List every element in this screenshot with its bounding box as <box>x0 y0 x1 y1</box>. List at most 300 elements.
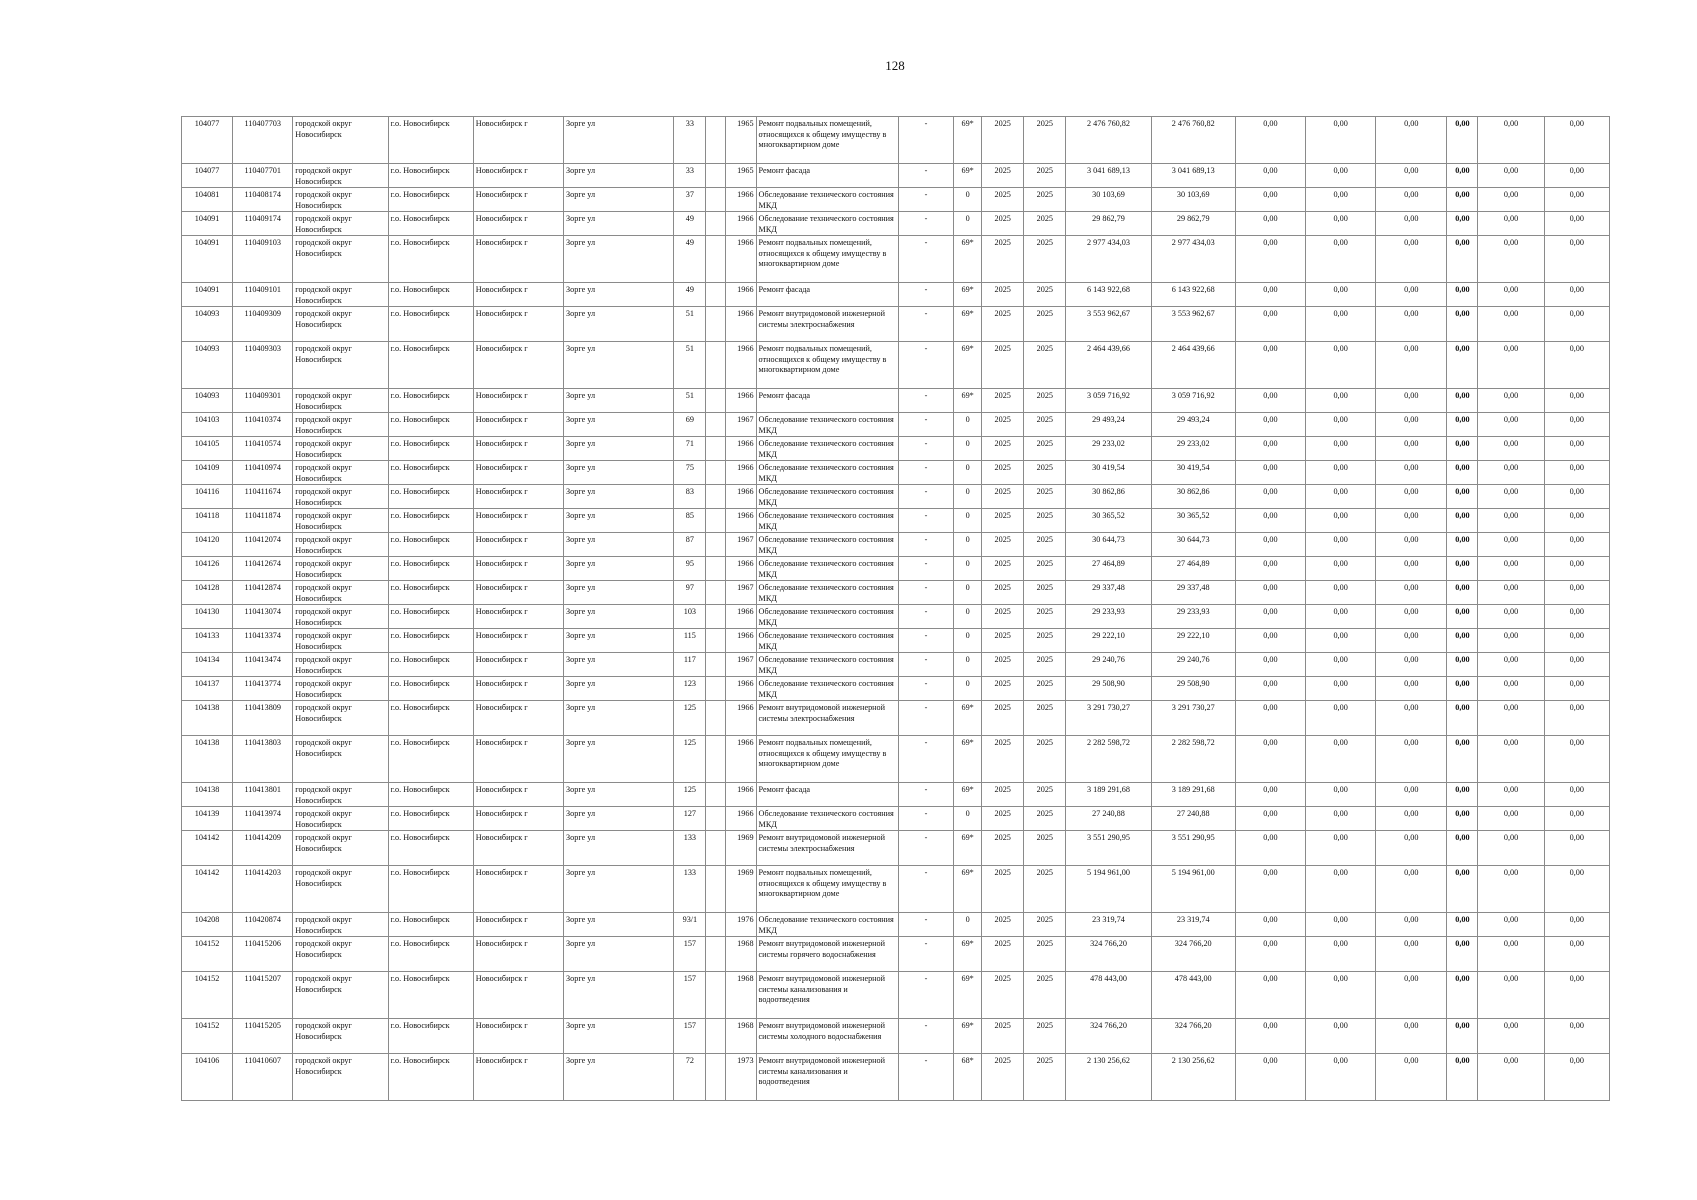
cell-zero: 0,00 <box>1235 807 1305 831</box>
cell-year-start: 2025 <box>982 937 1024 972</box>
cell-municipality: городской округ Новосибирск <box>293 807 388 831</box>
cell-built-year: 1966 <box>726 701 756 736</box>
cell-zero: 0,00 <box>1376 533 1447 557</box>
cell-work-type: Ремонт внутридомовой инженерной системы горячего водоснабжения <box>756 937 898 972</box>
cell-year-end: 2025 <box>1024 389 1066 413</box>
cell-norm: 0 <box>954 437 982 461</box>
cell-zero: 0,00 <box>1306 307 1376 342</box>
cell-zero: 0,00 <box>1235 117 1305 164</box>
cell-street: Зорге ул <box>564 581 674 605</box>
cell-house: 49 <box>674 212 706 236</box>
cell-street: Зорге ул <box>564 212 674 236</box>
cell-year-start: 2025 <box>982 283 1024 307</box>
cell-zero: 0,00 <box>1544 307 1609 342</box>
cell-zero: 0,00 <box>1447 736 1478 783</box>
cell-municipality: городской округ Новосибирск <box>293 913 388 937</box>
table-row <box>182 164 1610 188</box>
cell-id: 104130 <box>182 605 233 629</box>
cell-zero: 0,00 <box>1478 389 1544 413</box>
cell-work-type: Ремонт внутридомовой инженерной системы холодного водоснабжения <box>756 1019 898 1054</box>
cell-total: 30 644,73 <box>1066 533 1151 557</box>
cell-empty <box>706 937 726 972</box>
cell-zero: 0,00 <box>1447 188 1478 212</box>
cell-id: 104133 <box>182 629 233 653</box>
cell-empty <box>706 831 726 866</box>
cell-house: 133 <box>674 866 706 913</box>
cell-street: Зорге ул <box>564 236 674 283</box>
cell-settlement: г.о. Новосибирск <box>388 629 473 653</box>
cell-zero: 0,00 <box>1447 236 1478 283</box>
cell-id: 104138 <box>182 783 233 807</box>
cell-zero: 0,00 <box>1306 913 1376 937</box>
cell-house: 157 <box>674 937 706 972</box>
cell-zero: 0,00 <box>1544 164 1609 188</box>
cell-total: 2 464 439,66 <box>1066 342 1151 389</box>
cell-zero: 0,00 <box>1447 485 1478 509</box>
cell-year-start: 2025 <box>982 1054 1024 1101</box>
cell-locality: Новосибирск г <box>473 736 563 783</box>
cell-zero: 0,00 <box>1376 972 1447 1019</box>
cell-street: Зорге ул <box>564 307 674 342</box>
cell-code: 110415205 <box>233 1019 293 1054</box>
cell-empty <box>706 389 726 413</box>
cell-street: Зорге ул <box>564 677 674 701</box>
cell-municipality: городской округ Новосибирск <box>293 212 388 236</box>
cell-zero: 0,00 <box>1447 677 1478 701</box>
cell-year-start: 2025 <box>982 807 1024 831</box>
cell-built-year: 1966 <box>726 437 756 461</box>
cell-locality: Новосибирск г <box>473 342 563 389</box>
cell-house: 125 <box>674 783 706 807</box>
table-row <box>182 307 1610 342</box>
cell-code: 110415206 <box>233 937 293 972</box>
cell-zero: 0,00 <box>1544 389 1609 413</box>
cell-fund: 29 508,90 <box>1151 677 1235 701</box>
cell-year-start: 2025 <box>982 164 1024 188</box>
cell-municipality: городской округ Новосибирск <box>293 557 388 581</box>
cell-work-type: Обследование технического состояния МКД <box>756 188 898 212</box>
cell-settlement: г.о. Новосибирск <box>388 807 473 831</box>
cell-id: 104105 <box>182 437 233 461</box>
cell-zero: 0,00 <box>1306 972 1376 1019</box>
page-number: 128 <box>885 58 905 73</box>
cell-year-start: 2025 <box>982 653 1024 677</box>
cell-id: 104106 <box>182 1054 233 1101</box>
cell-house: 87 <box>674 533 706 557</box>
cell-zero: 0,00 <box>1447 413 1478 437</box>
cell-built-year: 1966 <box>726 307 756 342</box>
cell-fund: 30 419,54 <box>1151 461 1235 485</box>
cell-id: 104152 <box>182 937 233 972</box>
cell-built-year: 1973 <box>726 1054 756 1101</box>
cell-settlement: г.о. Новосибирск <box>388 1019 473 1054</box>
cell-locality: Новосибирск г <box>473 701 563 736</box>
cell-settlement: г.о. Новосибирск <box>388 212 473 236</box>
cell-street: Зорге ул <box>564 533 674 557</box>
cell-norm: 0 <box>954 413 982 437</box>
cell-year-start: 2025 <box>982 1019 1024 1054</box>
cell-norm: 0 <box>954 605 982 629</box>
cell-built-year: 1976 <box>726 913 756 937</box>
cell-street: Зорге ул <box>564 783 674 807</box>
table-row <box>182 236 1610 283</box>
cell-total: 2 130 256,62 <box>1066 1054 1151 1101</box>
cell-norm: 69* <box>954 866 982 913</box>
cell-id: 104142 <box>182 831 233 866</box>
cell-fund: 29 240,76 <box>1151 653 1235 677</box>
cell-norm: 0 <box>954 212 982 236</box>
cell-zero: 0,00 <box>1306 485 1376 509</box>
cell-id: 104093 <box>182 389 233 413</box>
cell-dash: - <box>898 509 953 533</box>
cell-work-type: Обследование технического состояния МКД <box>756 461 898 485</box>
table-row <box>182 701 1610 736</box>
cell-year-end: 2025 <box>1024 533 1066 557</box>
cell-work-type: Обследование технического состояния МКД <box>756 533 898 557</box>
cell-total: 3 059 716,92 <box>1066 389 1151 413</box>
cell-house: 33 <box>674 164 706 188</box>
cell-zero: 0,00 <box>1544 736 1609 783</box>
cell-street: Зорге ул <box>564 807 674 831</box>
cell-zero: 0,00 <box>1478 736 1544 783</box>
cell-year-start: 2025 <box>982 866 1024 913</box>
cell-municipality: городской округ Новосибирск <box>293 437 388 461</box>
cell-house: 51 <box>674 389 706 413</box>
cell-zero: 0,00 <box>1544 485 1609 509</box>
cell-locality: Новосибирск г <box>473 164 563 188</box>
cell-municipality: городской округ Новосибирск <box>293 866 388 913</box>
cell-total: 3 291 730,27 <box>1066 701 1151 736</box>
cell-year-end: 2025 <box>1024 117 1066 164</box>
cell-dash: - <box>898 236 953 283</box>
cell-norm: 69* <box>954 972 982 1019</box>
cell-zero: 0,00 <box>1235 1019 1305 1054</box>
cell-empty <box>706 677 726 701</box>
cell-settlement: г.о. Новосибирск <box>388 736 473 783</box>
table-row <box>182 342 1610 389</box>
cell-total: 3 189 291,68 <box>1066 783 1151 807</box>
cell-work-type: Обследование технического состояния МКД <box>756 677 898 701</box>
cell-dash: - <box>898 653 953 677</box>
cell-built-year: 1966 <box>726 236 756 283</box>
cell-built-year: 1966 <box>726 783 756 807</box>
cell-street: Зорге ул <box>564 389 674 413</box>
cell-fund: 324 766,20 <box>1151 937 1235 972</box>
cell-norm: 68* <box>954 1054 982 1101</box>
cell-zero: 0,00 <box>1235 283 1305 307</box>
cell-municipality: городской округ Новосибирск <box>293 164 388 188</box>
cell-zero: 0,00 <box>1478 283 1544 307</box>
cell-zero: 0,00 <box>1447 437 1478 461</box>
cell-street: Зорге ул <box>564 413 674 437</box>
cell-zero: 0,00 <box>1478 677 1544 701</box>
cell-zero: 0,00 <box>1544 701 1609 736</box>
cell-zero: 0,00 <box>1478 581 1544 605</box>
table-row <box>182 1019 1610 1054</box>
cell-total: 30 365,52 <box>1066 509 1151 533</box>
cell-zero: 0,00 <box>1447 605 1478 629</box>
cell-work-type: Ремонт подвальных помещений, относящихся к общему имуществу в многоквартирном доме <box>756 117 898 164</box>
table-row <box>182 1054 1610 1101</box>
cell-fund: 29 337,48 <box>1151 581 1235 605</box>
cell-year-end: 2025 <box>1024 1019 1066 1054</box>
cell-total: 29 233,93 <box>1066 605 1151 629</box>
cell-locality: Новосибирск г <box>473 188 563 212</box>
cell-zero: 0,00 <box>1306 557 1376 581</box>
cell-settlement: г.о. Новосибирск <box>388 581 473 605</box>
cell-dash: - <box>898 831 953 866</box>
cell-zero: 0,00 <box>1447 866 1478 913</box>
cell-dash: - <box>898 783 953 807</box>
cell-year-start: 2025 <box>982 605 1024 629</box>
cell-zero: 0,00 <box>1447 1054 1478 1101</box>
cell-municipality: городской округ Новосибирск <box>293 581 388 605</box>
cell-dash: - <box>898 533 953 557</box>
cell-house: 125 <box>674 701 706 736</box>
cell-fund: 2 464 439,66 <box>1151 342 1235 389</box>
cell-zero: 0,00 <box>1235 913 1305 937</box>
cell-zero: 0,00 <box>1235 653 1305 677</box>
cell-zero: 0,00 <box>1447 972 1478 1019</box>
cell-street: Зорге ул <box>564 913 674 937</box>
cell-year-start: 2025 <box>982 629 1024 653</box>
cell-norm: 69* <box>954 389 982 413</box>
cell-zero: 0,00 <box>1376 413 1447 437</box>
cell-locality: Новосибирск г <box>473 1054 563 1101</box>
cell-year-end: 2025 <box>1024 913 1066 937</box>
cell-built-year: 1966 <box>726 188 756 212</box>
cell-locality: Новосибирск г <box>473 413 563 437</box>
cell-zero: 0,00 <box>1306 1019 1376 1054</box>
cell-house: 127 <box>674 807 706 831</box>
cell-zero: 0,00 <box>1306 461 1376 485</box>
cell-dash: - <box>898 807 953 831</box>
cell-zero: 0,00 <box>1235 461 1305 485</box>
cell-dash: - <box>898 677 953 701</box>
cell-zero: 0,00 <box>1306 509 1376 533</box>
cell-zero: 0,00 <box>1235 485 1305 509</box>
cell-total: 29 508,90 <box>1066 677 1151 701</box>
cell-house: 37 <box>674 188 706 212</box>
cell-zero: 0,00 <box>1544 236 1609 283</box>
cell-zero: 0,00 <box>1306 677 1376 701</box>
cell-zero: 0,00 <box>1306 236 1376 283</box>
cell-house: 72 <box>674 1054 706 1101</box>
cell-fund: 29 862,79 <box>1151 212 1235 236</box>
cell-zero: 0,00 <box>1306 783 1376 807</box>
cell-locality: Новосибирск г <box>473 629 563 653</box>
cell-work-type: Ремонт фасада <box>756 283 898 307</box>
cell-norm: 0 <box>954 485 982 509</box>
cell-zero: 0,00 <box>1544 937 1609 972</box>
cell-built-year: 1968 <box>726 972 756 1019</box>
cell-zero: 0,00 <box>1376 307 1447 342</box>
cell-year-start: 2025 <box>982 677 1024 701</box>
cell-settlement: г.о. Новосибирск <box>388 913 473 937</box>
cell-empty <box>706 783 726 807</box>
cell-zero: 0,00 <box>1544 117 1609 164</box>
cell-zero: 0,00 <box>1235 677 1305 701</box>
table-body <box>182 117 1610 1101</box>
cell-zero: 0,00 <box>1544 913 1609 937</box>
cell-zero: 0,00 <box>1447 212 1478 236</box>
cell-fund: 3 291 730,27 <box>1151 701 1235 736</box>
cell-zero: 0,00 <box>1447 164 1478 188</box>
cell-year-start: 2025 <box>982 783 1024 807</box>
cell-municipality: городской округ Новосибирск <box>293 509 388 533</box>
cell-total: 29 862,79 <box>1066 212 1151 236</box>
cell-zero: 0,00 <box>1376 605 1447 629</box>
cell-zero: 0,00 <box>1447 461 1478 485</box>
cell-norm: 0 <box>954 653 982 677</box>
cell-municipality: городской округ Новосибирск <box>293 677 388 701</box>
cell-built-year: 1969 <box>726 866 756 913</box>
cell-empty <box>706 581 726 605</box>
cell-empty <box>706 307 726 342</box>
cell-code: 110409174 <box>233 212 293 236</box>
cell-zero: 0,00 <box>1306 581 1376 605</box>
cell-built-year: 1966 <box>726 342 756 389</box>
cell-fund: 2 977 434,03 <box>1151 236 1235 283</box>
cell-norm: 0 <box>954 807 982 831</box>
cell-zero: 0,00 <box>1306 389 1376 413</box>
cell-built-year: 1966 <box>726 605 756 629</box>
cell-id: 104103 <box>182 413 233 437</box>
cell-locality: Новосибирск г <box>473 1019 563 1054</box>
cell-built-year: 1966 <box>726 629 756 653</box>
cell-zero: 0,00 <box>1376 461 1447 485</box>
cell-settlement: г.о. Новосибирск <box>388 509 473 533</box>
cell-municipality: городской округ Новосибирск <box>293 1054 388 1101</box>
cell-zero: 0,00 <box>1447 629 1478 653</box>
cell-zero: 0,00 <box>1306 807 1376 831</box>
cell-work-type: Ремонт подвальных помещений, относящихся к общему имуществу в многоквартирном доме <box>756 736 898 783</box>
cell-locality: Новосибирск г <box>473 581 563 605</box>
cell-year-end: 2025 <box>1024 557 1066 581</box>
cell-house: 49 <box>674 283 706 307</box>
cell-year-end: 2025 <box>1024 807 1066 831</box>
cell-code: 110415207 <box>233 972 293 1019</box>
cell-zero: 0,00 <box>1478 485 1544 509</box>
cell-total: 324 766,20 <box>1066 1019 1151 1054</box>
cell-street: Зорге ул <box>564 437 674 461</box>
cell-code: 110413774 <box>233 677 293 701</box>
cell-locality: Новосибирск г <box>473 807 563 831</box>
table-row <box>182 605 1610 629</box>
cell-empty <box>706 1054 726 1101</box>
cell-zero: 0,00 <box>1544 831 1609 866</box>
cell-zero: 0,00 <box>1478 188 1544 212</box>
cell-locality: Новосибирск г <box>473 533 563 557</box>
cell-settlement: г.о. Новосибирск <box>388 342 473 389</box>
cell-dash: - <box>898 866 953 913</box>
cell-id: 104137 <box>182 677 233 701</box>
cell-empty <box>706 701 726 736</box>
cell-fund: 5 194 961,00 <box>1151 866 1235 913</box>
cell-year-start: 2025 <box>982 461 1024 485</box>
cell-zero: 0,00 <box>1544 283 1609 307</box>
cell-municipality: городской округ Новосибирск <box>293 283 388 307</box>
cell-municipality: городской округ Новосибирск <box>293 389 388 413</box>
cell-code: 110410974 <box>233 461 293 485</box>
cell-street: Зорге ул <box>564 972 674 1019</box>
cell-built-year: 1966 <box>726 509 756 533</box>
cell-built-year: 1967 <box>726 413 756 437</box>
cell-zero: 0,00 <box>1376 1019 1447 1054</box>
cell-year-start: 2025 <box>982 212 1024 236</box>
cell-id: 104152 <box>182 972 233 1019</box>
cell-dash: - <box>898 389 953 413</box>
cell-work-type: Ремонт внутридомовой инженерной системы канализования и водоотведения <box>756 972 898 1019</box>
cell-total: 30 862,86 <box>1066 485 1151 509</box>
cell-code: 110411874 <box>233 509 293 533</box>
cell-street: Зорге ул <box>564 557 674 581</box>
cell-empty <box>706 653 726 677</box>
cell-zero: 0,00 <box>1478 212 1544 236</box>
cell-code: 110412674 <box>233 557 293 581</box>
cell-zero: 0,00 <box>1376 629 1447 653</box>
cell-built-year: 1967 <box>726 533 756 557</box>
table-row <box>182 783 1610 807</box>
cell-work-type: Обследование технического состояния МКД <box>756 485 898 509</box>
cell-fund: 3 059 716,92 <box>1151 389 1235 413</box>
cell-total: 2 476 760,82 <box>1066 117 1151 164</box>
cell-dash: - <box>898 972 953 1019</box>
cell-fund: 30 103,69 <box>1151 188 1235 212</box>
cell-fund: 2 476 760,82 <box>1151 117 1235 164</box>
cell-settlement: г.о. Новосибирск <box>388 701 473 736</box>
cell-zero: 0,00 <box>1447 533 1478 557</box>
cell-zero: 0,00 <box>1376 236 1447 283</box>
cell-municipality: городской округ Новосибирск <box>293 972 388 1019</box>
cell-municipality: городской округ Новосибирск <box>293 701 388 736</box>
cell-built-year: 1966 <box>726 557 756 581</box>
cell-zero: 0,00 <box>1235 533 1305 557</box>
cell-zero: 0,00 <box>1376 212 1447 236</box>
cell-empty <box>706 972 726 1019</box>
cell-street: Зорге ул <box>564 937 674 972</box>
cell-municipality: городской округ Новосибирск <box>293 307 388 342</box>
cell-total: 3 041 689,13 <box>1066 164 1151 188</box>
cell-zero: 0,00 <box>1235 581 1305 605</box>
cell-id: 104091 <box>182 212 233 236</box>
cell-code: 110420874 <box>233 913 293 937</box>
cell-dash: - <box>898 1054 953 1101</box>
cell-norm: 69* <box>954 937 982 972</box>
cell-zero: 0,00 <box>1306 831 1376 866</box>
cell-municipality: городской округ Новосибирск <box>293 342 388 389</box>
cell-year-end: 2025 <box>1024 701 1066 736</box>
cell-year-start: 2025 <box>982 413 1024 437</box>
cell-empty <box>706 533 726 557</box>
cell-zero: 0,00 <box>1544 866 1609 913</box>
cell-norm: 69* <box>954 342 982 389</box>
cell-zero: 0,00 <box>1478 342 1544 389</box>
cell-zero: 0,00 <box>1478 307 1544 342</box>
cell-fund: 2 130 256,62 <box>1151 1054 1235 1101</box>
cell-norm: 0 <box>954 581 982 605</box>
cell-locality: Новосибирск г <box>473 437 563 461</box>
cell-zero: 0,00 <box>1376 831 1447 866</box>
table-row <box>182 972 1610 1019</box>
cell-settlement: г.о. Новосибирск <box>388 437 473 461</box>
cell-code: 110408174 <box>233 188 293 212</box>
cell-total: 3 553 962,67 <box>1066 307 1151 342</box>
cell-settlement: г.о. Новосибирск <box>388 533 473 557</box>
cell-empty <box>706 117 726 164</box>
cell-work-type: Обследование технического состояния МКД <box>756 807 898 831</box>
cell-street: Зорге ул <box>564 461 674 485</box>
